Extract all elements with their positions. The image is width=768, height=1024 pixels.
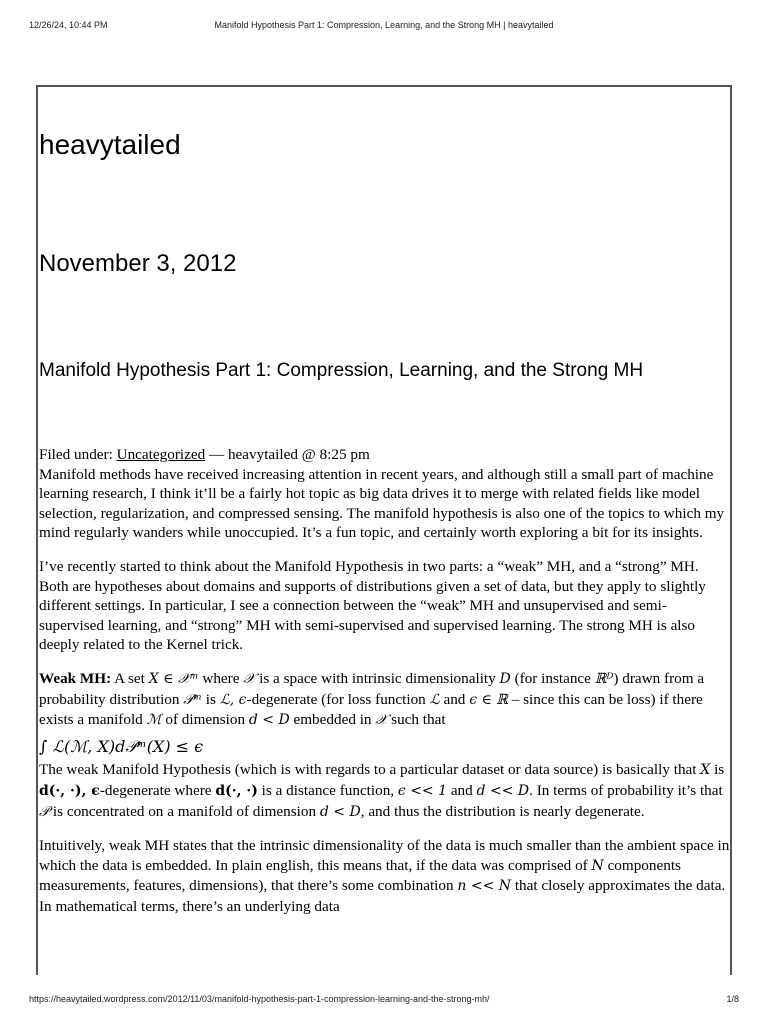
post-meta [39,445,731,465]
print-url: https://heavytailed.wordpress.com/2012/11/03/manifold-hypothesis-part-1-compression-learning-and-the-strong-mh/ [29,994,490,1004]
math-expression: 𝒫 [39,803,50,820]
text-run: and [439,690,470,708]
text-run: is a distance function, [257,781,398,799]
text-run: A set [111,669,149,687]
print-page-title: Manifold Hypothesis Part 1: Compression, Learning, and the Strong MH | heavytailed [214,20,554,30]
math-expression: X ∈ 𝒳ᵐ [148,670,199,687]
post-date: November 3, 2012 [39,250,237,277]
math-expression: ℒ, ϵ [219,691,247,708]
text-run: that closely approximates the data. In mathematical terms, there’s an underlying data [39,877,726,915]
category-link[interactable]: Uncategorized [116,446,206,463]
text-run: is [201,690,220,708]
paragraph-two-parts: I’ve recently started to think about the Manifold Hypothesis in two parts: a “weak” MH, and a “strong” MH. Both are hypotheses about domains and supports of distributions given a set of data, but they apply to slightly different settings. In particular, I see a connection between the “weak” MH and unsupervised and semi-supervised learning, and “strong” MH with semi-supervised and supervised learning. The strong MH is also deeply related to the Kernel trick. [39,557,706,654]
math-expression: ϵ ∈ ℝ [469,691,508,708]
text-run: , and thus the distribution is nearly degenerate. [360,802,645,820]
post-title[interactable]: Manifold Hypothesis Part 1: Compression, Learning, and the Strong MH [39,360,644,381]
text-run: is a space with intrinsic dimensionality [255,669,500,687]
post-author: heavytailed [227,446,298,463]
text-run: – since this can be loss) if there exists a manifold [39,690,703,729]
math-expression: n << N [457,878,512,895]
paragraph-intuition [39,836,731,916]
text-run: components measurements, features, dimensions), that there’s some combination [39,856,681,895]
text-run: embedded in [289,711,376,729]
site-title[interactable]: heavytailed [39,129,181,160]
paragraph-weak-mh-explained [39,760,731,822]
text-run: is concentrated on a manifold of dimension [49,802,320,820]
filed-under-label: Filed under: [39,446,113,463]
math-expression: d << D [476,782,530,799]
math-expression: 𝒫ᵐ [183,691,202,708]
math-expression: N [591,857,604,874]
weak-mh-label: Weak MH: [39,669,112,687]
text-run: where [198,669,244,687]
print-footer [0,992,768,1012]
math-expression: D [499,670,511,687]
text-run: The weak Manifold Hypothesis (which is with regards to a particular dataset or data source) is basically that [39,761,701,779]
text-run: . In terms of probability it’s that [529,781,723,799]
post-time: 8:25 pm [319,446,370,463]
text-run: such that [387,711,446,729]
text-run: and [447,781,477,799]
text-run: -degenerate where [99,781,216,799]
print-page-number: 1/8 [726,994,739,1004]
integral-formula: ∫ ℒ(ℳ, X)d𝒫ᵐ(X) ≤ ϵ [39,736,204,756]
text-run: of dimension [161,711,249,729]
text-run: is [710,761,725,779]
math-expression: X [700,762,711,779]
paragraph-intro: Manifold methods have received increasing attention in recent years, and although still a small part of machine learning research, I think it’ll be a fairly hot topic as big data drives it to merge with related fields like model selection, regularization, and compressed sensing. The manifold hypothesis is also one of the topics to which my mind regularly wanders while unoccupied. It’s a fun topic, and certainly worth exploring a bit for its insights. [39,465,725,542]
math-expression: ℳ [146,712,162,729]
math-expression: d < D [319,803,361,820]
paragraph-weak-mh [39,669,731,731]
text-run: ) drawn from a probability distribution [39,669,705,708]
post-body [39,445,731,930]
math-expression: ℝᴰ [594,670,614,687]
print-header [0,0,768,40]
math-expression: d < D [248,712,290,729]
math-expression: ℒ [429,691,440,708]
text-run: Intuitively, weak MH states that the intrinsic dimensionality of the data is much smaller than the ambient space in which the data is embedded. In plain english, this means that, if the data was comprised of [39,837,730,874]
math-expression: ϵ << 1 [397,782,448,799]
print-timestamp: 12/26/24, 10:44 PM [29,20,108,30]
page-frame [36,85,732,975]
math-expression: 𝒳 [375,712,388,729]
text-run: -degenerate (for loss function [246,690,430,708]
meta-at: @ [301,446,316,463]
math-expression: d(·, ·), ϵ [39,782,100,799]
text-run: (for instance [510,669,595,687]
math-expression: d(·, ·) [215,782,258,799]
meta-separator: — [208,446,225,463]
math-expression: 𝒳 [243,670,256,687]
